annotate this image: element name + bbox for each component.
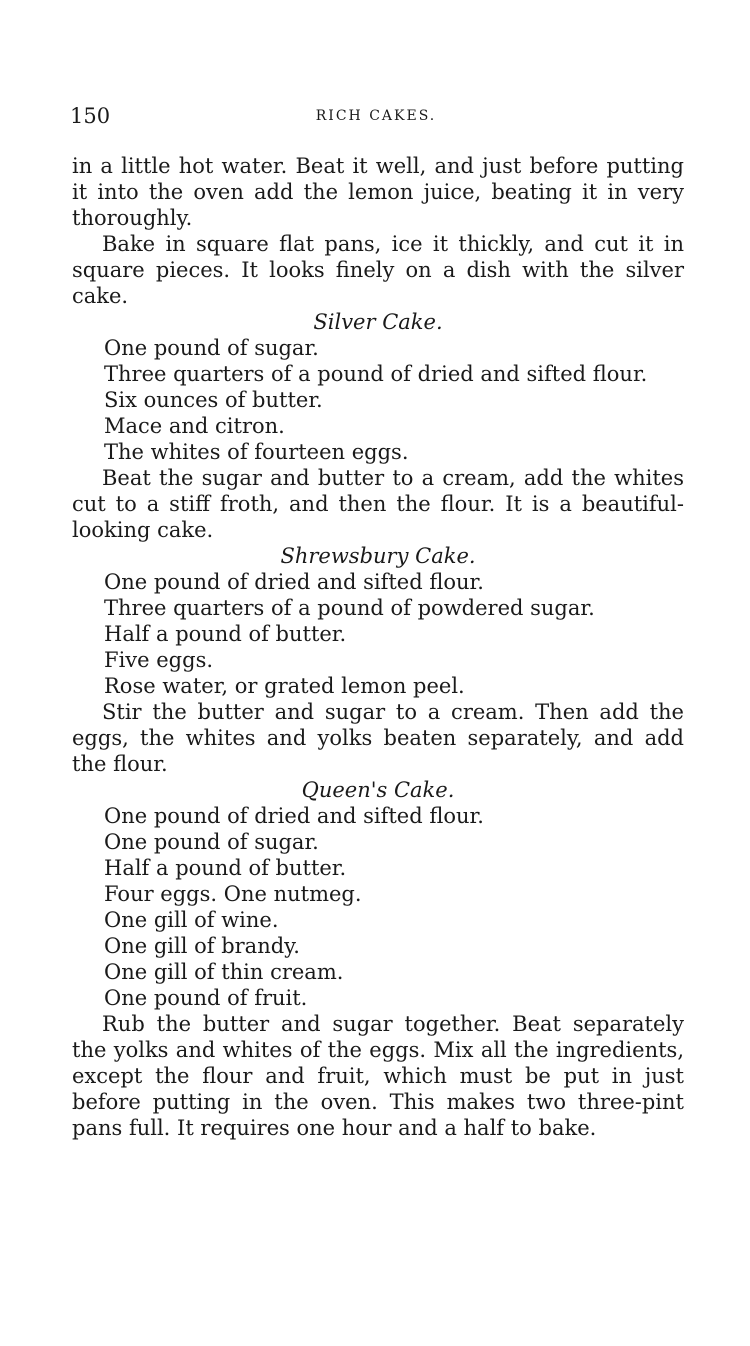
silver-cake-title: Silver Cake. — [313, 310, 443, 334]
queens-cake-ingredients — [72, 803, 684, 1011]
page-header — [70, 104, 682, 134]
ingredient-line: One gill of brandy. — [104, 934, 300, 958]
shrewsbury-cake-ingredients — [72, 569, 684, 699]
ingredient-line: Six ounces of butter. — [104, 388, 323, 412]
ingredient-line: Four eggs. One nutmeg. — [104, 882, 362, 906]
ingredient-line: The whites of fourteen eggs. — [104, 440, 409, 464]
ingredient-line: One pound of dried and sifted flour. — [104, 570, 484, 594]
page-body — [72, 153, 684, 1141]
intro-paragraph-1: in a little hot water. Beat it well, and just before putting it into the oven add the lemon juice, beating it in very thoroughly. — [72, 154, 684, 230]
ingredient-line: Half a pound of butter. — [104, 856, 347, 880]
ingredient-line: Rose water, or grated lemon peel. — [104, 674, 465, 698]
ingredient-line: One pound of fruit. — [104, 986, 308, 1010]
ingredient-line: Five eggs. — [104, 648, 214, 672]
ingredient-line: One pound of sugar. — [104, 336, 319, 360]
ingredient-line: Mace and citron. — [104, 414, 285, 438]
ingredient-line: Half a pound of butter. — [104, 622, 347, 646]
ingredient-line: One pound of sugar. — [104, 830, 319, 854]
intro-paragraph-2: Bake in square flat pans, ice it thickly, and cut it in square pieces. It looks finely on a dish with the silver cake. — [72, 232, 684, 308]
ingredient-line: Three quarters of a pound of powdered sugar. — [104, 596, 595, 620]
silver-cake-directions: Beat the sugar and butter to a cream, add the whites cut to a stiff froth, and then the flour. It is a beautiful-looking cake. — [72, 466, 684, 542]
silver-cake-ingredients — [72, 335, 684, 465]
queens-cake-directions: Rub the butter and sugar together. Beat separately the yolks and whites of the eggs. Mix all the ingredients, except the flour and fruit, which must be put in just before putting in the oven. This makes two three-pint pans full. It requires one hour and a half to bake. — [72, 1012, 684, 1140]
shrewsbury-cake-title: Shrewsbury Cake. — [280, 544, 476, 568]
shrewsbury-cake-directions: Stir the butter and sugar to a cream. Then add the eggs, the whites and yolks beaten separately, and add the flour. — [72, 700, 684, 776]
ingredient-line: One pound of dried and sifted flour. — [104, 804, 484, 828]
ingredient-line: One gill of thin cream. — [104, 960, 344, 984]
queens-cake-title: Queen's Cake. — [301, 778, 455, 802]
running-head: RICH CAKES. — [315, 108, 437, 124]
ingredient-line: One gill of wine. — [104, 908, 279, 932]
page-number: 150 — [70, 104, 111, 128]
ingredient-line: Three quarters of a pound of dried and sifted flour. — [104, 362, 648, 386]
